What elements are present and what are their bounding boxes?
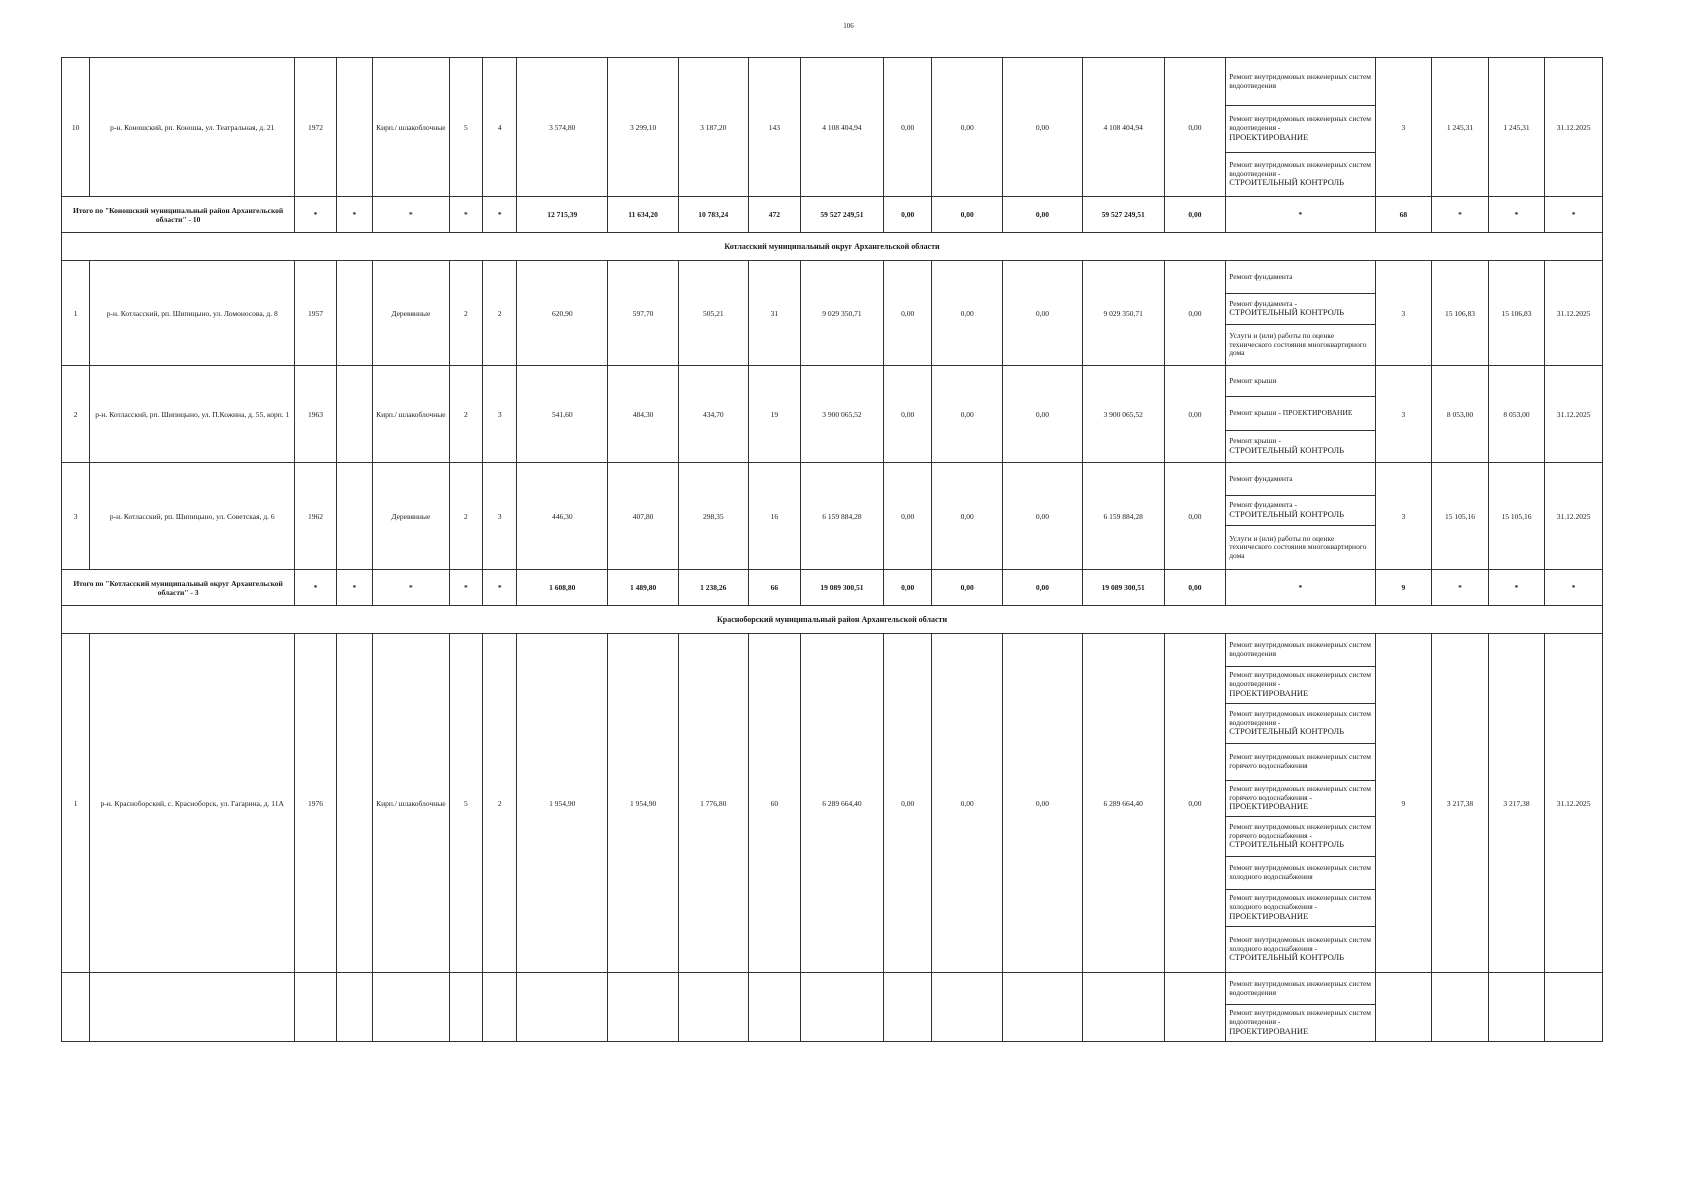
cost-total-cell bbox=[801, 973, 884, 1042]
area-res-cell: 434,70 bbox=[678, 366, 748, 463]
work-item-text bbox=[1229, 936, 1371, 963]
works-count-cell bbox=[1375, 973, 1432, 1042]
area-total-cell: 3 574,80 bbox=[517, 58, 608, 197]
floors-cell: 2 bbox=[449, 366, 482, 463]
work-item-text bbox=[1229, 377, 1276, 386]
year2-cell bbox=[336, 58, 372, 197]
total-row bbox=[62, 197, 1603, 233]
work-item-text bbox=[1229, 409, 1352, 418]
work-item-label: Ремонт фундамента bbox=[1229, 473, 1293, 483]
cost-total-cell: 6 289 664,40 bbox=[801, 634, 884, 973]
row-number: 3 bbox=[62, 463, 90, 570]
work-item-text bbox=[1229, 535, 1371, 561]
total-label: Итого по "Котласский муниципальный округ Архангельской области" - 3 bbox=[62, 570, 295, 606]
work-item-text bbox=[1229, 300, 1344, 318]
works-cell bbox=[1226, 58, 1375, 197]
entrances-cell bbox=[483, 973, 517, 1042]
unit-cost-cell: 1 245,31 bbox=[1432, 58, 1489, 197]
work-item-text bbox=[1229, 332, 1371, 358]
fund-fed-cell bbox=[883, 973, 931, 1042]
total-fund-other-cell: 0,00 bbox=[1164, 570, 1226, 606]
work-item-label: Ремонт фундамента - bbox=[1229, 298, 1297, 308]
work-item-label: Ремонт фундамента - bbox=[1229, 500, 1297, 510]
work-item-text bbox=[1229, 115, 1371, 142]
year-cell: 1957 bbox=[295, 261, 336, 366]
unit-limit-cell: 15 106,83 bbox=[1488, 261, 1545, 366]
work-item-text bbox=[1229, 73, 1371, 90]
total-area-total-cell: 12 715,39 bbox=[517, 197, 608, 233]
work-item-text bbox=[1229, 980, 1371, 997]
section-title: Красноборский муниципальный район Архангельской области bbox=[62, 606, 1603, 634]
work-item-stage: СТРОИТЕЛЬНЫЙ КОНТРОЛЬ bbox=[1229, 726, 1345, 737]
floors-cell: 2 bbox=[449, 463, 482, 570]
fund-mun-cell: 0,00 bbox=[1003, 463, 1083, 570]
work-item-text bbox=[1229, 161, 1371, 188]
work-item bbox=[1226, 927, 1374, 972]
row-number bbox=[62, 973, 90, 1042]
work-item-label: Услуги и (или) работы по оценке технического состояния многоквартирного дома bbox=[1229, 533, 1367, 560]
works-count-cell: 9 bbox=[1375, 634, 1432, 973]
work-item-text bbox=[1229, 437, 1344, 455]
unit-cost-cell: 15 105,16 bbox=[1432, 463, 1489, 570]
total-c4-cell: * bbox=[449, 197, 482, 233]
work-item-label: Ремонт фундамента bbox=[1229, 271, 1293, 281]
area-res-cell: 298,35 bbox=[678, 463, 748, 570]
floors-cell: 5 bbox=[449, 58, 482, 197]
material-cell: Кирп./ шлакоблочные bbox=[372, 58, 449, 197]
work-item-text bbox=[1229, 823, 1371, 850]
year-cell: 1972 bbox=[295, 58, 336, 197]
work-item-text bbox=[1229, 710, 1371, 737]
deadline-cell: 31.12.2025 bbox=[1545, 634, 1603, 973]
total-deadline-cell: * bbox=[1545, 570, 1603, 606]
entrances-cell: 2 bbox=[483, 261, 517, 366]
total-deadline-cell: * bbox=[1545, 197, 1603, 233]
work-item-label: Ремонт крыши - bbox=[1229, 436, 1281, 446]
work-item bbox=[1226, 1005, 1374, 1041]
total-area-res-cell: 1 238,26 bbox=[678, 570, 748, 606]
total-works-count-cell: 68 bbox=[1375, 197, 1432, 233]
table-row bbox=[62, 366, 1603, 463]
fund-mun-cell: 0,00 bbox=[1003, 366, 1083, 463]
total-c1-cell: * bbox=[295, 197, 336, 233]
work-item-label: Ремонт внутридомовых инженерных систем водоотведения - bbox=[1229, 708, 1372, 727]
total-fund-other-cell: 0,00 bbox=[1164, 197, 1226, 233]
residents-cell: 16 bbox=[748, 463, 801, 570]
works-cell bbox=[1226, 261, 1375, 366]
work-item bbox=[1226, 294, 1374, 325]
section-header-row bbox=[62, 233, 1603, 261]
total-c4-cell: * bbox=[449, 570, 482, 606]
deadline-cell: 31.12.2025 bbox=[1545, 261, 1603, 366]
total-row bbox=[62, 570, 1603, 606]
entrances-cell: 4 bbox=[483, 58, 517, 197]
total-fund-mun-cell: 0,00 bbox=[1003, 570, 1083, 606]
deadline-cell bbox=[1545, 973, 1603, 1042]
total-cost-total-cell: 19 089 300,51 bbox=[801, 570, 884, 606]
fund-owners-cell bbox=[1082, 973, 1164, 1042]
total-c1-cell: * bbox=[295, 570, 336, 606]
work-item bbox=[1226, 781, 1374, 817]
material-cell: Деревянные bbox=[372, 261, 449, 366]
cost-total-cell: 9 029 350,71 bbox=[801, 261, 884, 366]
works-cell bbox=[1226, 634, 1375, 973]
year2-cell bbox=[336, 261, 372, 366]
residents-cell: 31 bbox=[748, 261, 801, 366]
total-unit-limit-cell: * bbox=[1488, 570, 1545, 606]
row-number: 2 bbox=[62, 366, 90, 463]
work-item-text bbox=[1229, 501, 1344, 519]
total-residents-cell: 66 bbox=[748, 570, 801, 606]
work-item-stage: ПРОЕКТИРОВАНИЕ bbox=[1229, 801, 1309, 812]
work-item-stage: ПРОЕКТИРОВАНИЕ bbox=[1229, 687, 1309, 698]
page-number: 106 bbox=[843, 22, 854, 30]
work-item-label: Ремонт внутридомовых инженерных систем холодного водоснабжения - bbox=[1229, 934, 1372, 953]
fund-mun-cell: 0,00 bbox=[1003, 58, 1083, 197]
work-item bbox=[1226, 496, 1374, 526]
work-item-text bbox=[1229, 753, 1371, 770]
total-fund-owners-cell: 59 527 249,51 bbox=[1082, 197, 1164, 233]
work-item bbox=[1226, 704, 1374, 744]
works-count-cell: 3 bbox=[1375, 58, 1432, 197]
work-item-label: Ремонт внутридомовых инженерных систем горячего водоснабжения bbox=[1229, 752, 1372, 770]
work-item bbox=[1226, 261, 1374, 294]
fund-owners-cell: 6 159 884,28 bbox=[1082, 463, 1164, 570]
fund-fed-cell: 0,00 bbox=[883, 634, 931, 973]
capital-repair-table bbox=[61, 57, 1603, 1042]
work-item bbox=[1226, 463, 1374, 496]
area-total-cell bbox=[517, 973, 608, 1042]
year-cell: 1962 bbox=[295, 463, 336, 570]
total-unit-cost-cell: * bbox=[1432, 197, 1489, 233]
deadline-cell: 31.12.2025 bbox=[1545, 463, 1603, 570]
work-item-text bbox=[1229, 671, 1371, 698]
fund-reg-cell: 0,00 bbox=[932, 366, 1003, 463]
total-works-count-cell: 9 bbox=[1375, 570, 1432, 606]
work-item-label: Ремонт внутридомовых инженерных систем водоотведения bbox=[1229, 71, 1372, 90]
work-item bbox=[1226, 325, 1374, 365]
works-cell bbox=[1226, 463, 1375, 570]
total-area-living-cell: 11 634,20 bbox=[608, 197, 679, 233]
work-item-text bbox=[1229, 273, 1292, 282]
area-living-cell: 407,80 bbox=[608, 463, 679, 570]
work-item-stage: СТРОИТЕЛЬНЫЙ КОНТРОЛЬ bbox=[1229, 307, 1345, 318]
work-item bbox=[1226, 106, 1374, 153]
table-row bbox=[62, 634, 1603, 973]
year2-cell bbox=[336, 366, 372, 463]
total-c2-cell: * bbox=[336, 197, 372, 233]
total-area-total-cell: 1 608,80 bbox=[517, 570, 608, 606]
year2-cell bbox=[336, 463, 372, 570]
total-c3-cell: * bbox=[372, 197, 449, 233]
unit-limit-cell: 8 053,00 bbox=[1488, 366, 1545, 463]
work-item bbox=[1226, 153, 1374, 196]
work-item-label: Услуги и (или) работы по оценке технического состояния многоквартирного дома bbox=[1229, 331, 1367, 358]
total-works-cell: * bbox=[1226, 570, 1375, 606]
cost-total-cell: 4 108 404,94 bbox=[801, 58, 884, 197]
material-cell bbox=[372, 973, 449, 1042]
year-cell: 1976 bbox=[295, 634, 336, 973]
table-row bbox=[62, 463, 1603, 570]
fund-mun-cell: 0,00 bbox=[1003, 261, 1083, 366]
address-cell: р-н. Коношский, рп. Коноша, ул. Театральная, д. 21 bbox=[90, 58, 295, 197]
work-item bbox=[1226, 58, 1374, 106]
material-cell: Кирп./ шлакоблочные bbox=[372, 634, 449, 973]
deadline-cell: 31.12.2025 bbox=[1545, 366, 1603, 463]
area-res-cell bbox=[678, 973, 748, 1042]
section-title: Котласский муниципальный округ Архангельской области bbox=[62, 233, 1603, 261]
area-total-cell: 541,60 bbox=[517, 366, 608, 463]
residents-cell: 19 bbox=[748, 366, 801, 463]
fund-fed-cell: 0,00 bbox=[883, 463, 931, 570]
work-item bbox=[1226, 817, 1374, 857]
total-c5-cell: * bbox=[483, 570, 517, 606]
fund-owners-cell: 9 029 350,71 bbox=[1082, 261, 1164, 366]
work-item-label: Ремонт крыши bbox=[1229, 375, 1277, 385]
section-header-row bbox=[62, 606, 1603, 634]
work-item-label: Ремонт внутридомовых инженерных систем водоотведения bbox=[1229, 640, 1372, 658]
material-cell: Деревянные bbox=[372, 463, 449, 570]
total-fund-fed-cell: 0,00 bbox=[883, 570, 931, 606]
address-cell: р-н. Котласский, рп. Шипицыно, ул. П.Кожина, д. 55, корп. 1 bbox=[90, 366, 295, 463]
work-item bbox=[1226, 890, 1374, 927]
work-item-text bbox=[1229, 864, 1371, 881]
work-item bbox=[1226, 634, 1374, 667]
area-res-cell: 3 187,20 bbox=[678, 58, 748, 197]
fund-reg-cell: 0,00 bbox=[932, 634, 1003, 973]
fund-other-cell: 0,00 bbox=[1164, 366, 1226, 463]
fund-other-cell: 0,00 bbox=[1164, 634, 1226, 973]
unit-limit-cell: 15 105,16 bbox=[1488, 463, 1545, 570]
work-item-label: Ремонт внутридомовых инженерных систем водоотведения - bbox=[1229, 670, 1372, 689]
year2-cell bbox=[336, 634, 372, 973]
work-item-stage: ПРОЕКТИРОВАНИЕ bbox=[1229, 131, 1309, 142]
unit-limit-cell bbox=[1488, 973, 1545, 1042]
fund-mun-cell bbox=[1003, 973, 1083, 1042]
works-count-cell: 3 bbox=[1375, 463, 1432, 570]
work-item-stage: ПРОЕКТИРОВАНИЕ bbox=[1229, 1025, 1309, 1036]
floors-cell: 5 bbox=[449, 634, 482, 973]
work-item-text bbox=[1229, 785, 1371, 812]
entrances-cell: 2 bbox=[483, 634, 517, 973]
residents-cell bbox=[748, 973, 801, 1042]
fund-owners-cell: 4 108 404,94 bbox=[1082, 58, 1164, 197]
cost-total-cell: 6 159 884,28 bbox=[801, 463, 884, 570]
work-item-label: Ремонт внутридомовых инженерных систем холодного водоснабжения bbox=[1229, 863, 1372, 881]
unit-cost-cell: 15 106,83 bbox=[1432, 261, 1489, 366]
works-cell bbox=[1226, 973, 1375, 1042]
fund-fed-cell: 0,00 bbox=[883, 261, 931, 366]
table-row bbox=[62, 261, 1603, 366]
work-item-text bbox=[1229, 1009, 1371, 1036]
total-unit-cost-cell: * bbox=[1432, 570, 1489, 606]
fund-other-cell: 0,00 bbox=[1164, 58, 1226, 197]
table-row bbox=[62, 973, 1603, 1042]
area-living-cell bbox=[608, 973, 679, 1042]
year-cell: 1963 bbox=[295, 366, 336, 463]
work-item-label: Ремонт внутридомовых инженерных систем горячего водоснабжения - bbox=[1229, 783, 1372, 802]
unit-cost-cell: 3 217,38 bbox=[1432, 634, 1489, 973]
work-item-text bbox=[1229, 894, 1371, 921]
area-res-cell: 505,21 bbox=[678, 261, 748, 366]
fund-owners-cell: 6 289 664,40 bbox=[1082, 634, 1164, 973]
entrances-cell: 3 bbox=[483, 463, 517, 570]
floors-cell bbox=[449, 973, 482, 1042]
cost-total-cell: 3 900 065,52 bbox=[801, 366, 884, 463]
works-count-cell: 3 bbox=[1375, 261, 1432, 366]
deadline-cell: 31.12.2025 bbox=[1545, 58, 1603, 197]
work-item-text bbox=[1229, 641, 1371, 658]
work-item bbox=[1226, 667, 1374, 704]
work-item-stage: СТРОИТЕЛЬНЫЙ КОНТРОЛЬ bbox=[1229, 952, 1345, 963]
work-item-stage: СТРОИТЕЛЬНЫЙ КОНТРОЛЬ bbox=[1229, 177, 1345, 188]
total-fund-owners-cell: 19 089 300,51 bbox=[1082, 570, 1164, 606]
row-number: 10 bbox=[62, 58, 90, 197]
work-item bbox=[1226, 744, 1374, 781]
fund-reg-cell: 0,00 bbox=[932, 463, 1003, 570]
unit-cost-cell: 8 053,00 bbox=[1432, 366, 1489, 463]
address-cell: р-н. Котласский, рп. Шипицыно, ул. Советская, д. 6 bbox=[90, 463, 295, 570]
work-item-stage: СТРОИТЕЛЬНЫЙ КОНТРОЛЬ bbox=[1229, 839, 1345, 850]
area-living-cell: 597,70 bbox=[608, 261, 679, 366]
fund-owners-cell: 3 900 065,52 bbox=[1082, 366, 1164, 463]
work-item bbox=[1226, 431, 1374, 462]
fund-fed-cell: 0,00 bbox=[883, 58, 931, 197]
work-item-label: Ремонт крыши - ПРОЕКТИРОВАНИЕ bbox=[1229, 408, 1353, 418]
work-item-stage: СТРОИТЕЛЬНЫЙ КОНТРОЛЬ bbox=[1229, 508, 1345, 519]
total-fund-fed-cell: 0,00 bbox=[883, 197, 931, 233]
fund-other-cell: 0,00 bbox=[1164, 261, 1226, 366]
total-area-res-cell: 10 783,24 bbox=[678, 197, 748, 233]
work-item-label: Ремонт внутридомовых инженерных систем водоотведения bbox=[1229, 978, 1372, 997]
floors-cell: 2 bbox=[449, 261, 482, 366]
work-item-stage: ПРОЕКТИРОВАНИЕ bbox=[1229, 910, 1309, 921]
residents-cell: 60 bbox=[748, 634, 801, 973]
address-cell bbox=[90, 973, 295, 1042]
total-unit-limit-cell: * bbox=[1488, 197, 1545, 233]
unit-limit-cell: 3 217,38 bbox=[1488, 634, 1545, 973]
fund-fed-cell: 0,00 bbox=[883, 366, 931, 463]
work-item-label: Ремонт внутридомовых инженерных систем водоотведения - bbox=[1229, 159, 1372, 178]
row-number: 1 bbox=[62, 261, 90, 366]
work-item-stage: СТРОИТЕЛЬНЫЙ КОНТРОЛЬ bbox=[1229, 444, 1345, 455]
total-residents-cell: 472 bbox=[748, 197, 801, 233]
work-item-label: Ремонт внутридомовых инженерных систем горячего водоснабжения - bbox=[1229, 821, 1372, 840]
entrances-cell: 3 bbox=[483, 366, 517, 463]
fund-other-cell bbox=[1164, 973, 1226, 1042]
work-item-label: Ремонт внутридомовых инженерных систем холодного водоснабжения - bbox=[1229, 893, 1372, 912]
area-total-cell: 446,30 bbox=[517, 463, 608, 570]
total-fund-mun-cell: 0,00 bbox=[1003, 197, 1083, 233]
total-c3-cell: * bbox=[372, 570, 449, 606]
unit-cost-cell bbox=[1432, 973, 1489, 1042]
total-c5-cell: * bbox=[483, 197, 517, 233]
fund-reg-cell: 0,00 bbox=[932, 58, 1003, 197]
fund-other-cell: 0,00 bbox=[1164, 463, 1226, 570]
year-cell bbox=[295, 973, 336, 1042]
total-area-living-cell: 1 489,80 bbox=[608, 570, 679, 606]
total-fund-reg-cell: 0,00 bbox=[932, 570, 1003, 606]
works-count-cell: 3 bbox=[1375, 366, 1432, 463]
work-item bbox=[1226, 973, 1374, 1005]
total-cost-total-cell: 59 527 249,51 bbox=[801, 197, 884, 233]
area-res-cell: 1 776,80 bbox=[678, 634, 748, 973]
total-works-cell: * bbox=[1226, 197, 1375, 233]
address-cell: р-н. Красноборский, с. Красноборск, ул. Гагарина, д. 11А bbox=[90, 634, 295, 973]
work-item-label: Ремонт внутридомовых инженерных систем водоотведения - bbox=[1229, 114, 1372, 133]
table-row bbox=[62, 58, 1603, 197]
work-item-label: Ремонт внутридомовых инженерных систем водоотведения - bbox=[1229, 1008, 1372, 1027]
address-cell: р-н. Котласский, рп. Шипицыно, ул. Ломоносова, д. 8 bbox=[90, 261, 295, 366]
works-cell bbox=[1226, 366, 1375, 463]
area-living-cell: 484,30 bbox=[608, 366, 679, 463]
work-item-text bbox=[1229, 475, 1292, 484]
area-living-cell: 1 954,90 bbox=[608, 634, 679, 973]
total-fund-reg-cell: 0,00 bbox=[932, 197, 1003, 233]
row-number: 1 bbox=[62, 634, 90, 973]
fund-mun-cell: 0,00 bbox=[1003, 634, 1083, 973]
work-item bbox=[1226, 857, 1374, 890]
unit-limit-cell: 1 245,31 bbox=[1488, 58, 1545, 197]
material-cell: Кирп./ шлакоблочные bbox=[372, 366, 449, 463]
work-item bbox=[1226, 366, 1374, 397]
area-total-cell: 1 954,90 bbox=[517, 634, 608, 973]
total-c2-cell: * bbox=[336, 570, 372, 606]
area-living-cell: 3 299,10 bbox=[608, 58, 679, 197]
year2-cell bbox=[336, 973, 372, 1042]
area-total-cell: 620,90 bbox=[517, 261, 608, 366]
fund-reg-cell bbox=[932, 973, 1003, 1042]
work-item bbox=[1226, 526, 1374, 569]
work-item bbox=[1226, 397, 1374, 431]
residents-cell: 143 bbox=[748, 58, 801, 197]
fund-reg-cell: 0,00 bbox=[932, 261, 1003, 366]
total-label: Итого по "Коношский муниципальный район Архангельской области" - 10 bbox=[62, 197, 295, 233]
